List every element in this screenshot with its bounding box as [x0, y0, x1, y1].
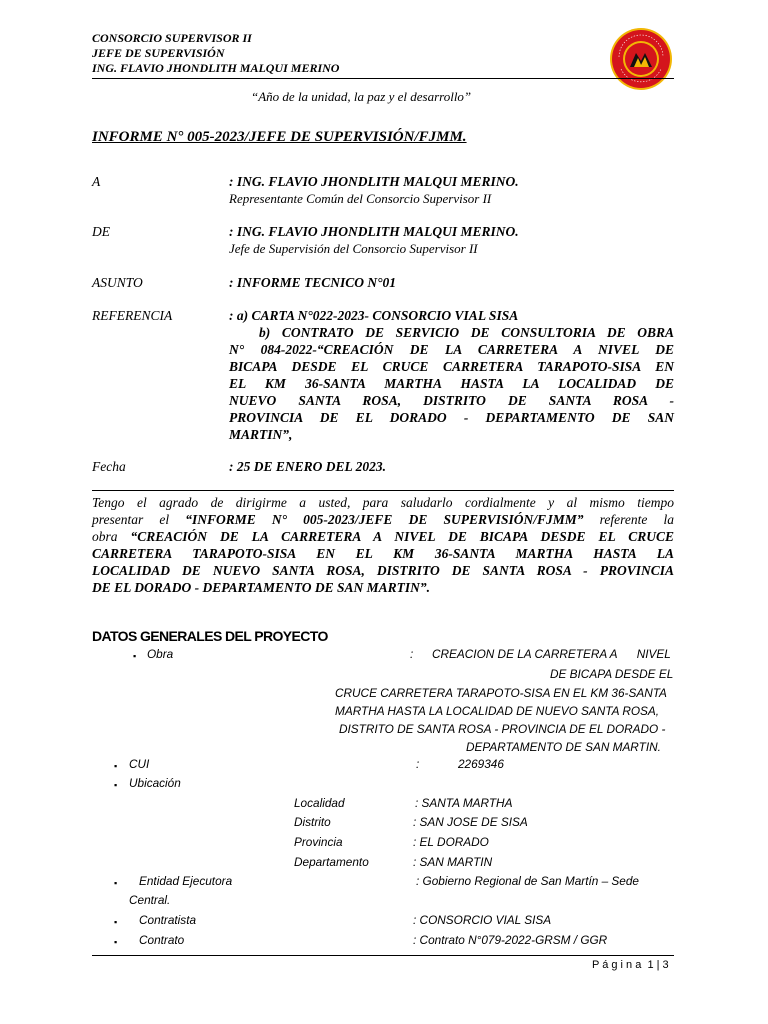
distrito-label: Distrito: [294, 815, 331, 829]
bullet-icon: ▪: [114, 780, 118, 790]
body-rule: [92, 490, 674, 491]
obra-line: CREACION DE LA CARRETERA A NIVEL: [432, 647, 671, 661]
referencia-b-line: PROVINCIA DE EL DORADO - DEPARTAMENTO DE SAN: [229, 410, 674, 425]
field-fecha-value: : 25 DE ENERO DEL 2023.: [229, 459, 387, 474]
contratista-value: : CONSORCIO VIAL SISA: [413, 913, 552, 927]
bullet-icon: ▪: [114, 878, 118, 888]
intro-project-name: “CREACIÓN DE LA CARRETERA A NIVEL DE BICAPA DESDE EL CRUCE: [130, 529, 674, 544]
intro-line: Tengo el agrado de dirigirme a usted, para saludarlo cordialmente y al mismo tiempo: [92, 495, 674, 510]
intro-line: DE EL DORADO - DEPARTAMENTO DE SAN MARTIN”.: [92, 580, 431, 595]
year-motto: “Año de la unidad, la paz y el desarrollo”: [251, 89, 472, 104]
referencia-b-line: NUEVO SANTA ROSA, DISTRITO DE SANTA ROSA -: [229, 393, 674, 408]
report-title: INFORME N° 005-2023/JEFE DE SUPERVISIÓN/FJMM.: [92, 129, 467, 145]
header-role: JEFE DE SUPERVISIÓN: [92, 46, 225, 60]
localidad-value: : SANTA MARTHA: [415, 796, 513, 810]
intro-line: [92, 511, 674, 528]
page-number: P á g i n a 1 | 3: [592, 959, 669, 971]
cui-colon: :: [416, 757, 420, 771]
contrato-value: : Contrato N°079-2022-GRSM / GGR: [413, 933, 608, 947]
header-org: CONSORCIO SUPERVISOR II: [92, 31, 252, 45]
contratista-label: Contratista: [139, 913, 197, 927]
field-de-value: : ING. FLAVIO JHONDLITH MALQUI MERINO.: [229, 224, 519, 239]
referencia-b-line: b) CONTRATO DE SERVICIO DE CONSULTORIA DE OBRA: [259, 325, 674, 340]
provincia-label: Provincia: [294, 835, 343, 849]
obra-label: Obra: [147, 647, 174, 661]
intro-report-ref: “INFORME N° 005-2023/JEFE DE SUPERVISIÓN/FJMM”: [185, 512, 584, 527]
obra-line: DISTRITO DE SANTA ROSA - PROVINCIA DE EL DORADO -: [339, 722, 666, 736]
obra-line: DE BICAPA DESDE EL: [550, 667, 674, 681]
referencia-b-line: BICAPA DESDE EL CRUCE CARRETERA TARAPOTO-SISA EN: [229, 359, 674, 374]
field-referencia-label: REFERENCIA: [92, 308, 173, 323]
header-rule: [92, 78, 674, 79]
footer-rule: [92, 955, 674, 956]
field-a-label: A: [92, 174, 101, 189]
cui-value: 2269346: [458, 757, 504, 771]
referencia-b-line: MARTIN”,: [229, 427, 293, 442]
intro-text: obra: [92, 529, 131, 544]
entidad-label: Entidad Ejecutora: [139, 874, 233, 888]
obra-colon: :: [410, 647, 414, 661]
entidad-value: : Gobierno Regional de San Martín – Sede: [416, 874, 639, 888]
bullet-icon: ▪: [114, 917, 118, 927]
obra-line: CRUCE CARRETERA TARAPOTO-SISA EN EL KM 36-SANTA: [335, 686, 667, 700]
field-a-subtitle: Representante Común del Consorcio Supervisor II: [229, 191, 492, 206]
intro-line: LOCALIDAD DE NUEVO SANTA ROSA, DISTRITO DE SANTA ROSA - PROVINCIA: [92, 563, 674, 578]
header-engineer: ING. FLAVIO JHONDLITH MALQUI MERINO: [92, 61, 340, 75]
provincia-value: : EL DORADO: [413, 835, 489, 849]
field-de-label: DE: [92, 224, 110, 239]
intro-line: CARRETERA TARAPOTO-SISA EN EL KM 36-SANTA MARTHA HASTA LA: [92, 546, 674, 561]
entidad-continuation: Central.: [129, 893, 171, 907]
field-fecha-label: Fecha: [92, 459, 126, 474]
field-asunto-label: ASUNTO: [92, 275, 143, 290]
field-a-value: : ING. FLAVIO JHONDLITH MALQUI MERINO.: [229, 174, 519, 189]
referencia-b-line: N° 084-2022-“CREACIÓN DE LA CARRETERA A NIVEL DE: [229, 342, 674, 357]
distrito-value: : SAN JOSE DE SISA: [413, 815, 528, 829]
departamento-label: Departamento: [294, 855, 369, 869]
obra-line: MARTHA HASTA LA LOCALIDAD DE NUEVO SANTA ROSA,: [335, 704, 660, 718]
cui-label: CUI: [129, 757, 150, 771]
intro-line: [92, 528, 674, 545]
section-heading: DATOS GENERALES DEL PROYECTO: [92, 628, 328, 644]
referencia-b-line: EL KM 36-SANTA MARTHA HASTA LA LOCALIDAD DE: [229, 376, 674, 391]
field-asunto-value: : INFORME TECNICO N°01: [229, 275, 397, 290]
bullet-icon: ▪: [114, 761, 118, 771]
contrato-label: Contrato: [139, 933, 185, 947]
ubicacion-label: Ubicación: [129, 776, 181, 790]
obra-line: DEPARTAMENTO DE SAN MARTIN.: [466, 740, 661, 754]
intro-text: presentar el: [92, 512, 186, 527]
intro-text: referente la: [583, 512, 674, 527]
bullet-icon: ▪: [133, 651, 137, 661]
bullet-icon: ▪: [114, 937, 118, 947]
departamento-value: : SAN MARTIN: [413, 855, 493, 869]
localidad-label: Localidad: [294, 796, 345, 810]
college-engineers-logo: [609, 27, 673, 91]
field-de-subtitle: Jefe de Supervisión del Consorcio Supervisor II: [229, 241, 478, 256]
field-referencia-a: : a) CARTA N°022-2023- CONSORCIO VIAL SISA: [229, 308, 519, 323]
